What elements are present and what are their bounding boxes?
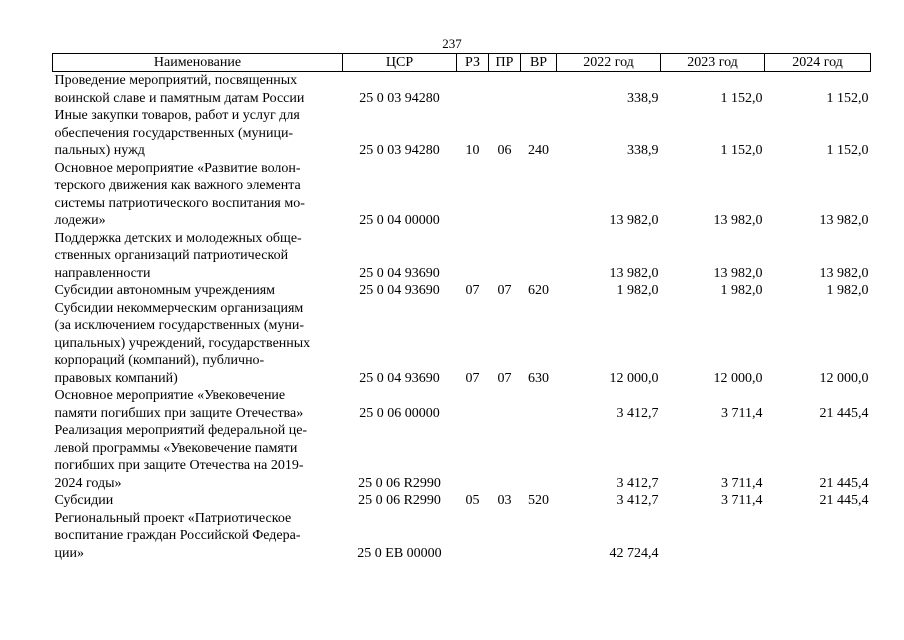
cell-vr <box>521 72 557 108</box>
cell-csr: 25 0 06 R2990 <box>358 493 441 508</box>
cell-y2023: 1 152,0 <box>720 90 763 106</box>
cell-name: Субсидии автономным учреждениям <box>54 283 276 298</box>
cell-name: Основное мероприятие «Развитие волон- терского движения как важного элемента системы патриотического воспитания мо- лодежи» <box>54 160 305 228</box>
cell-vr: 240 <box>528 143 549 158</box>
table-body <box>53 72 871 563</box>
cell-vr <box>521 422 557 492</box>
cell-y2023: 1 982,0 <box>720 283 763 298</box>
cell-rz: 10 <box>465 143 480 158</box>
cell-pr <box>489 72 521 108</box>
page-number: 237 <box>442 36 462 51</box>
cell-pr: 03 <box>497 493 512 508</box>
cell-name: Реализация мероприятий федеральной це- левой программы «Увековечение памяти погибших при защите Отечества на 2019- 2024 годы» <box>54 423 308 491</box>
header-vr: ВР <box>521 54 557 72</box>
cell-y2023: 13 982,0 <box>713 265 763 281</box>
cell-y2023: 3 711,4 <box>721 405 763 421</box>
cell-y2022: 338,9 <box>627 143 659 158</box>
cell-y2024: 13 982,0 <box>819 265 869 281</box>
header-2023: 2023 год <box>661 54 765 72</box>
cell-y2022: 13 982,0 <box>609 265 659 281</box>
cell-csr: 25 0 03 94280 <box>359 90 440 106</box>
cell-name: Региональный проект «Патриотическое воспитание граждан Российской Федера- ции» <box>54 510 301 561</box>
cell-csr: 25 0 06 R2990 <box>358 475 441 491</box>
cell-y2022: 1 982,0 <box>616 283 659 298</box>
cell-rz <box>457 422 489 492</box>
cell-y2024: 21 445,4 <box>819 475 869 491</box>
cell-name: Субсидии <box>54 493 114 508</box>
table-row <box>53 160 871 230</box>
cell-csr: 25 0 04 93690 <box>359 265 440 281</box>
cell-y2023: 13 982,0 <box>713 213 763 228</box>
cell-rz: 07 <box>465 283 480 298</box>
cell-rz <box>457 387 489 422</box>
cell-y2024: 1 152,0 <box>826 143 869 158</box>
cell-y2024 <box>765 510 871 563</box>
header-name: Наименование <box>53 54 343 72</box>
cell-y2024: 21 445,4 <box>819 405 869 421</box>
cell-name: Проведение мероприятий, посвященных воинской славе и памятным датам России <box>54 73 305 106</box>
cell-y2023 <box>661 510 765 563</box>
cell-pr <box>489 160 521 230</box>
cell-vr: 520 <box>528 493 549 508</box>
table-row <box>53 282 871 300</box>
cell-vr <box>521 230 557 283</box>
table-row <box>53 72 871 108</box>
cell-y2024: 12 000,0 <box>819 370 869 386</box>
cell-pr <box>489 422 521 492</box>
cell-rz: 05 <box>465 493 480 508</box>
header-2024: 2024 год <box>765 54 871 72</box>
cell-y2022: 13 982,0 <box>609 213 659 228</box>
cell-vr <box>521 160 557 230</box>
cell-y2024: 1 152,0 <box>826 90 869 106</box>
cell-rz <box>457 160 489 230</box>
cell-name: Субсидии некоммерческим организациям (за исключением государственных (муни- ципальных) учреждений, государственных корпораций (компаний), публично- правовых компаний) <box>54 300 311 386</box>
cell-pr <box>489 510 521 563</box>
cell-y2023: 1 152,0 <box>720 143 763 158</box>
table-row <box>53 300 871 388</box>
cell-rz <box>457 72 489 108</box>
cell-y2022: 3 412,7 <box>616 493 659 508</box>
table-row <box>53 510 871 563</box>
cell-rz <box>457 510 489 563</box>
table-row <box>53 107 871 160</box>
cell-pr: 06 <box>497 143 512 158</box>
cell-y2024: 13 982,0 <box>819 213 869 228</box>
cell-pr: 07 <box>497 370 512 386</box>
cell-csr: 25 0 03 94280 <box>359 143 440 158</box>
cell-name: Поддержка детских и молодежных обще- ственных организаций патриотической направленности <box>54 230 302 281</box>
table-row <box>53 492 871 510</box>
cell-csr: 25 0 04 00000 <box>359 213 440 228</box>
cell-pr <box>489 387 521 422</box>
cell-name: Иные закупки товаров, работ и услуг для обеспечения государственных (муници- пальных) нужд <box>54 108 300 158</box>
table-header-row <box>53 54 871 72</box>
table-row <box>53 387 871 422</box>
cell-y2022: 3 412,7 <box>616 405 659 421</box>
cell-csr: 25 0 06 00000 <box>359 405 440 421</box>
cell-csr: 25 0 EB 00000 <box>357 545 442 561</box>
cell-y2023: 12 000,0 <box>713 370 763 386</box>
cell-pr <box>489 230 521 283</box>
table-row <box>53 422 871 492</box>
cell-vr <box>521 510 557 563</box>
cell-vr: 620 <box>528 283 549 298</box>
cell-vr: 630 <box>528 370 549 386</box>
cell-csr: 25 0 04 93690 <box>359 370 440 386</box>
header-rz: РЗ <box>457 54 489 72</box>
cell-y2022: 3 412,7 <box>616 475 659 491</box>
cell-y2023: 3 711,4 <box>721 493 763 508</box>
header-pr: ПР <box>489 54 521 72</box>
cell-y2024: 21 445,4 <box>819 493 869 508</box>
table-row <box>53 230 871 283</box>
budget-table <box>52 53 871 562</box>
cell-y2023: 3 711,4 <box>721 475 763 491</box>
cell-vr <box>521 387 557 422</box>
cell-y2022: 42 724,4 <box>609 545 659 561</box>
cell-csr: 25 0 04 93690 <box>359 283 440 298</box>
cell-rz <box>457 230 489 283</box>
cell-pr: 07 <box>497 283 512 298</box>
cell-y2022: 338,9 <box>627 90 659 106</box>
header-csr: ЦСР <box>343 54 457 72</box>
header-2022: 2022 год <box>557 54 661 72</box>
cell-rz: 07 <box>465 370 480 386</box>
cell-name: Основное мероприятие «Увековечение памяти погибших при защите Отечества» <box>54 388 304 421</box>
cell-y2022: 12 000,0 <box>609 370 659 386</box>
cell-y2024: 1 982,0 <box>826 283 869 298</box>
